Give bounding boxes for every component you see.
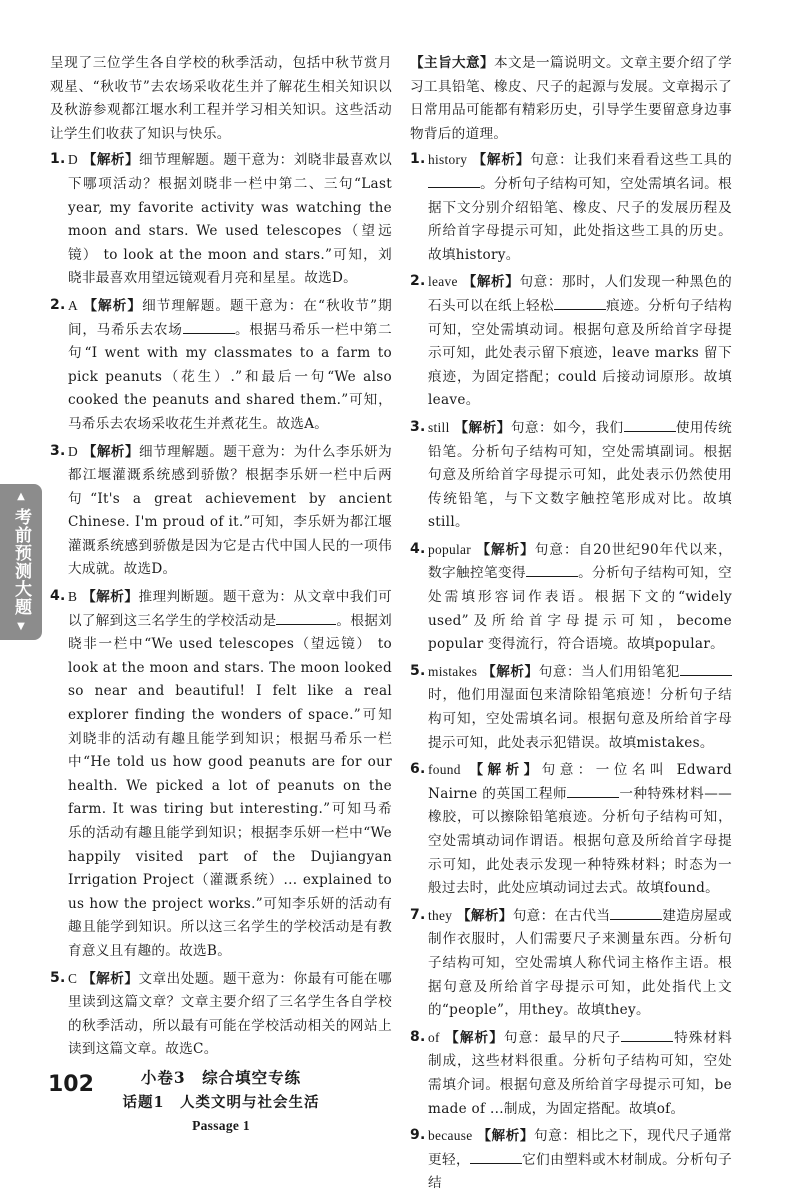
main-idea-text: 本文是一篇说明文。文章主要介绍了学习工具铅笔、橡皮、尺子的起源与发展。文章揭示了日常用品可能都有精彩历史，引导学生要留意身边事物背后的道理。 [410, 55, 732, 142]
side-section-tab [0, 484, 42, 640]
analysis-text: 使用传统铅笔。分析句子结构可知，空处需填副词。根据句意及所给首字母提示可知，此处表示仍然使用传统铅笔，与下文数字触控笔形成对比。故填still。 [428, 419, 733, 531]
answer-item-9 [410, 1124, 732, 1196]
analysis-text: 时，他们用湿面包来清除铅笔痕迹！分析句子结构可知，空处需填名词。根据句意及所给首字母提示可知，此处表示犯错误。故填mistakes。 [428, 687, 732, 751]
answer-key: found [428, 762, 461, 778]
topic-title: 话题1 人类文明与社会生活 [122, 1093, 320, 1111]
item-number: 9. [410, 1127, 426, 1144]
analysis-text: 。根据刘晓非一栏中“We used telescopes（望远镜） to look at the moon and stars. The moon looked so near and beautiful! I felt like a real explorer finding the wonders of space.”可知刘晓非的活动有趣且能学到知识；根据马希乐一栏中“He told us how good peanuts are for our health. We picked a lot of peanuts on the farm. It was tiring but interesting.”可知马希乐的活动有趣且能学到知识；根据李乐妍一栏中“We happily visited part of the Dujiangyan Irrigation Project（灌溉系统）... explained to us how the project works.”可知李乐妍的活动有趣且能学到知识。所以这三名学生的学校活动是有教育意义且有趣的。故选B。 [68, 612, 393, 959]
answer-key: C [68, 970, 78, 986]
item-number: 4. [410, 540, 426, 557]
analysis-text: 痕迹。分析句子结构可知，空处需填动词。根据句意及所给首字母提示可知，此处表示留下痕迹，leave marks 留下痕迹，为固定搭配；could 后接动词原形。故填leave。 [428, 297, 732, 409]
item-number: 8. [410, 1028, 426, 1045]
item-number: 2. [410, 273, 426, 290]
analysis-text: 句意：自20世纪90年代以来，数字触控笔变得 [428, 541, 732, 582]
blank-line [680, 661, 732, 676]
answer-item-7 [410, 904, 732, 1023]
analysis-tag: 【解析】 [456, 907, 513, 924]
page-number: 102 [48, 1072, 94, 1097]
analysis-text: 句意：让我们来看看这些工具的 [530, 152, 733, 169]
item-number: 1. [410, 151, 426, 168]
item-number: 3. [50, 442, 66, 459]
answer-item-3 [410, 416, 732, 535]
arrow-up-icon: ▲ [17, 491, 25, 502]
left-column [50, 52, 392, 1137]
answer-item-3 [50, 440, 392, 583]
blank-line [276, 610, 336, 625]
analysis-text: 。分析句子结构可知，空处需填形容词作表语。根据下文的“widely used”及所给首字母提示可知，become popular 变得流行，符合语境。故填popular。 [428, 565, 732, 653]
analysis-text: 细节理解题。题干意为：在“秋收节”期间，马希乐去农场 [68, 297, 392, 338]
blank-line [470, 1149, 522, 1164]
item-number: 3. [410, 418, 426, 435]
arrow-down-icon: ▼ [17, 621, 25, 632]
analysis-text: 句意：相比之下，现代尺子通常更轻， [428, 1128, 732, 1168]
right-intro [410, 52, 732, 146]
analysis-tag: 【解析】 [472, 152, 531, 169]
analysis-tag: 【解析】 [82, 152, 140, 169]
analysis-text: 。根据马希乐一栏中第二句“I went with my classmates to a farm to pick peanuts（花生）.”和最后一句“We also cooked the peanuts and shared them.”可知，马希乐去农场采收花生并煮花生。故选A。 [68, 321, 392, 432]
item-number: 5. [410, 662, 426, 679]
analysis-text: 句意：那时，人们发现一种黑色的石头可以在纸上轻松 [428, 274, 732, 314]
blank-line [621, 1027, 673, 1042]
analysis-text: 句意：最早的尺子 [503, 1029, 622, 1046]
analysis-tag: 【解析】 [482, 663, 539, 680]
answer-item-8 [410, 1026, 732, 1121]
analysis-text: 文章出处题。题干意为：你最有可能在哪里读到这篇文章？文章主要介绍了三名学生各自学校的秋季活动，所以最有可能在学校活动相关的网站上读到这篇文章。故选C。 [68, 970, 392, 1058]
answer-key: because [428, 1128, 473, 1144]
answer-key: D [68, 443, 78, 459]
answer-item-5 [50, 967, 392, 1062]
answer-item-1 [50, 148, 392, 291]
answer-key: history [428, 152, 468, 168]
analysis-tag: 【解析】 [82, 589, 139, 606]
answer-key: D [68, 152, 78, 168]
item-number: 7. [410, 906, 426, 923]
answer-item-2 [50, 294, 392, 437]
analysis-text: 细节理解题。题干意为：为什么李乐妍为都江堰灌溉系统感到骄傲？根据李乐妍一栏中后两句“It's a great achievement by ancient Chinese. I'm proud of it.”可知，李乐妍为都江堰灌溉系统感到骄傲是因为它是古代中国人民的一项伟大成就。故选D。 [68, 443, 393, 578]
item-number: 1. [50, 151, 66, 168]
analysis-text: 句意：在古代当 [512, 907, 611, 924]
blank-line [610, 905, 662, 920]
analysis-text: 它们由塑料或木材制成。分析句子结 [428, 1151, 732, 1192]
analysis-text: 句意：如今，我们 [510, 419, 624, 436]
answer-key: they [428, 907, 453, 923]
left-intro: 呈现了三位学生各自学校的秋季活动，包括中秋节赏月观星、“秋收节”去农场采收花生并了解花生相关知识以及秋游参观都江堰水利工程并学习相关知识。这些活动让学生们收获了知识与快乐。 [50, 55, 392, 142]
analysis-text: 特殊材料制成，这些材料很重。分析句子结构可知，空处需填介词。根据句意及所给首字母提示可知，be made of ...制成，为固定搭配。故填of。 [428, 1029, 733, 1117]
item-number: 5. [50, 969, 66, 986]
answer-item-2 [410, 270, 732, 413]
answer-key: of [428, 1029, 440, 1045]
analysis-tag: 【解析】 [477, 1128, 535, 1145]
blank-line [624, 417, 676, 432]
answer-item-4 [410, 538, 732, 657]
blank-line [526, 562, 578, 577]
blank-line [428, 173, 480, 188]
main-idea-tag: 【主旨大意】 [410, 55, 495, 71]
analysis-tag: 【解析】 [469, 762, 542, 779]
answer-item-4 [50, 585, 392, 964]
analysis-text: 。分析句子结构可知，空处需填名词。根据下文分别介绍铅笔、橡皮、尺子的发展历程及所给首字母提示可知，此处指这些工具的历史。故填history。 [428, 175, 732, 263]
analysis-tag: 【解析】 [445, 1029, 504, 1046]
blank-line [554, 295, 606, 310]
analysis-tag: 【解析】 [82, 443, 140, 460]
analysis-tag: 【解析】 [454, 419, 511, 436]
analysis-tag: 【解析】 [83, 297, 143, 314]
analysis-text: 建造房屋或制作衣服时，人们需要尺子来测量东西。分析句子结构可知，空处需填人称代词主格作主语。根据句意及所给首字母提示可知，此处指代上文的“people”，用they。故填they。 [428, 907, 732, 1019]
blank-line [567, 783, 619, 798]
analysis-text: 句意：当人们用铅笔犯 [538, 663, 681, 680]
answer-item-1 [410, 148, 732, 267]
analysis-text: 细节理解题。题干意为：刘晓非最喜欢以下哪项活动？根据刘晓非一栏中第二、三句“Last year, my favorite activity was watching the moon and stars. We used telescopes（望远镜） to look at the moon and stars.”可知，刘晓非最喜欢用望远镜观看月亮和星星。故选D。 [68, 152, 393, 287]
answer-key: popular [428, 541, 472, 557]
side-tab-label: 考前预测大题 [11, 508, 31, 616]
answer-key: leave [428, 274, 458, 290]
answer-item-6 [410, 758, 732, 901]
passage-title: Passage 1 [192, 1117, 250, 1133]
right-column [410, 52, 732, 1199]
answer-key: still [428, 419, 450, 435]
blank-line [183, 319, 235, 334]
section-title: 小卷3 综合填空专练 [140, 1067, 302, 1087]
analysis-text: 句意：一位名叫 Edward Nairne 的英国工程师 [428, 762, 733, 802]
item-number: 4. [50, 588, 66, 605]
answer-item-5 [410, 660, 732, 755]
analysis-tag: 【解析】 [82, 970, 139, 987]
analysis-tag: 【解析】 [462, 274, 520, 291]
analysis-text: 推理判断题。题干意为：从文章中我们可以了解到这三名学生的学校活动是 [68, 589, 392, 629]
answer-key: A [68, 297, 78, 313]
item-number: 6. [410, 761, 426, 778]
answer-key: mistakes [428, 663, 478, 679]
answer-key: B [68, 589, 78, 605]
analysis-tag: 【解析】 [476, 541, 535, 558]
item-number: 2. [50, 296, 66, 313]
analysis-text: 一种特殊材料——橡胶，可以擦除铅笔痕迹。分析句子结构可知，空处需填动词作谓语。根据句意及所给首字母提示可知，此处表示发现一种特殊材料；时态为一般过去时，此处应填动词过去式。故填found。 [428, 785, 732, 897]
